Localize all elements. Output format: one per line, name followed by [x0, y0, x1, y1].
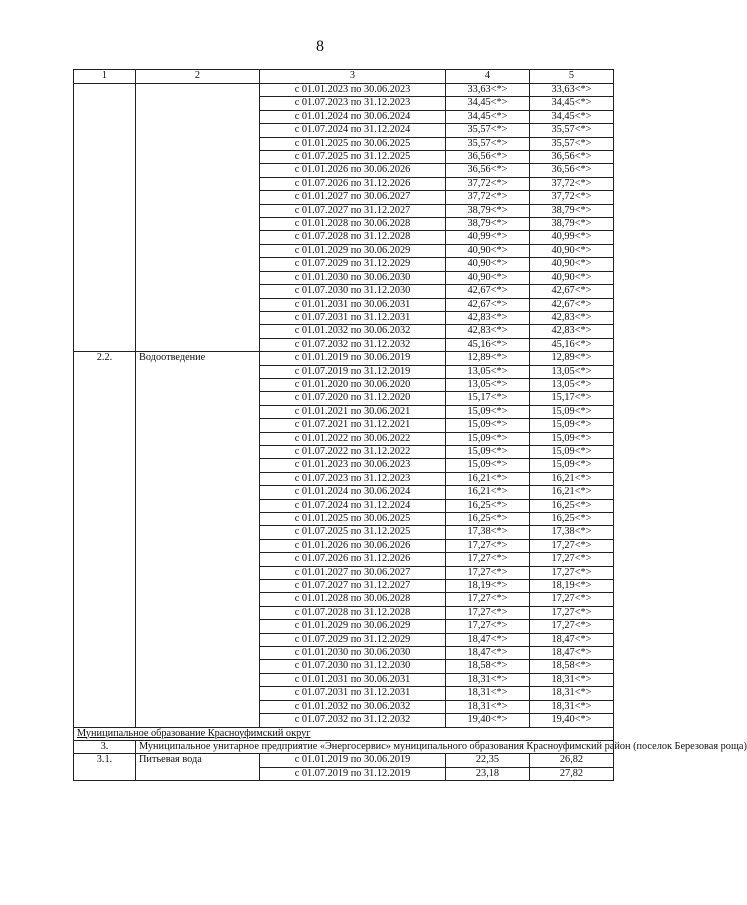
tariff-value-col5: 34,45<*>: [530, 110, 614, 123]
tariff-value-col4: 38,79<*>: [446, 204, 530, 217]
page-number: 8: [316, 38, 324, 55]
column-header-4: 4: [446, 70, 530, 84]
period-cell: с 01.07.2025 по 31.12.2025: [260, 151, 446, 164]
tariff-table: [73, 69, 747, 781]
tariff-value-col5: 19,40<*>: [530, 714, 614, 727]
tariff-value-col4: 17,38<*>: [446, 526, 530, 539]
service-name-cell: [136, 84, 260, 352]
period-cell: с 01.07.2032 по 31.12.2032: [260, 338, 446, 351]
tariff-value-col4: 23,18: [446, 767, 530, 780]
period-cell: с 01.07.2021 по 31.12.2021: [260, 419, 446, 432]
tariff-value-col4: 15,09<*>: [446, 432, 530, 445]
tariff-value-col5: 38,79<*>: [530, 218, 614, 231]
row-number-cell: 2.2.: [74, 352, 136, 727]
tariff-value-col5: 26,82: [530, 754, 614, 767]
column-header-2: 2: [136, 70, 260, 84]
tariff-value-col4: 13,05<*>: [446, 378, 530, 391]
service-name-cell: Водоотведение: [136, 352, 260, 727]
tariff-value-col4: 18,31<*>: [446, 673, 530, 686]
tariff-value-col5: 15,09<*>: [530, 419, 614, 432]
period-cell: с 01.01.2020 по 30.06.2020: [260, 378, 446, 391]
tariff-value-col4: 15,09<*>: [446, 459, 530, 472]
period-cell: с 01.07.2027 по 31.12.2027: [260, 204, 446, 217]
tariff-value-col5: 42,67<*>: [530, 298, 614, 311]
tariff-value-col4: 38,79<*>: [446, 218, 530, 231]
period-cell: с 01.01.2026 по 30.06.2026: [260, 539, 446, 552]
tariff-value-col5: 16,21<*>: [530, 472, 614, 485]
tariff-value-col4: 33,63<*>: [446, 84, 530, 97]
tariff-value-col5: 37,72<*>: [530, 177, 614, 190]
tariff-value-col4: 40,90<*>: [446, 244, 530, 257]
period-cell: с 01.01.2031 по 30.06.2031: [260, 673, 446, 686]
column-header-5: 5: [530, 70, 614, 84]
period-cell: с 01.01.2031 по 30.06.2031: [260, 298, 446, 311]
row-number-cell: [74, 84, 136, 352]
tariff-value-col5: 17,27<*>: [530, 539, 614, 552]
period-cell: с 01.07.2032 по 31.12.2032: [260, 714, 446, 727]
period-cell: с 01.07.2031 по 31.12.2031: [260, 687, 446, 700]
tariff-value-col5: 37,72<*>: [530, 191, 614, 204]
service-name-cell: Питьевая вода: [136, 754, 260, 781]
period-cell: с 01.07.2029 по 31.12.2029: [260, 258, 446, 271]
period-cell: с 01.01.2032 по 30.06.2032: [260, 700, 446, 713]
tariff-value-col5: 17,27<*>: [530, 566, 614, 579]
tariff-value-col4: 40,90<*>: [446, 271, 530, 284]
tariff-value-col5: 17,27<*>: [530, 593, 614, 606]
period-cell: с 01.01.2028 по 30.06.2028: [260, 593, 446, 606]
period-cell: с 01.01.2029 по 30.06.2029: [260, 620, 446, 633]
period-cell: с 01.01.2025 по 30.06.2025: [260, 513, 446, 526]
period-cell: с 01.07.2028 по 31.12.2028: [260, 231, 446, 244]
tariff-value-col5: 38,79<*>: [530, 204, 614, 217]
tariff-value-col5: 18,31<*>: [530, 687, 614, 700]
tariff-value-col4: 15,09<*>: [446, 445, 530, 458]
tariff-value-col4: 16,25<*>: [446, 499, 530, 512]
tariff-value-col5: 15,09<*>: [530, 459, 614, 472]
period-cell: с 01.07.2020 по 31.12.2020: [260, 392, 446, 405]
tariff-value-col4: 36,56<*>: [446, 151, 530, 164]
tariff-value-col4: 16,21<*>: [446, 486, 530, 499]
tariff-value-col5: 18,47<*>: [530, 633, 614, 646]
tariff-value-col4: 16,21<*>: [446, 472, 530, 485]
tariff-value-col5: 13,05<*>: [530, 365, 614, 378]
tariff-value-col5: 17,27<*>: [530, 620, 614, 633]
tariff-value-col4: 42,67<*>: [446, 285, 530, 298]
tariff-value-col5: 36,56<*>: [530, 151, 614, 164]
tariff-value-col5: 18,19<*>: [530, 580, 614, 593]
period-cell: с 01.07.2028 по 31.12.2028: [260, 606, 446, 619]
tariff-value-col4: 37,72<*>: [446, 177, 530, 190]
tariff-value-col5: 45,16<*>: [530, 338, 614, 351]
tariff-value-col5: 40,99<*>: [530, 231, 614, 244]
tariff-value-col5: 42,67<*>: [530, 285, 614, 298]
tariff-value-col5: 40,90<*>: [530, 244, 614, 257]
tariff-value-col4: 17,27<*>: [446, 553, 530, 566]
tariff-value-col4: 42,83<*>: [446, 325, 530, 338]
organization-name: Муниципальное унитарное предприятие «Энергосервис» муниципального образования Красноуфимский район (поселок Березовая роща): [136, 740, 614, 753]
tariff-value-col5: 27,82: [530, 767, 614, 780]
period-cell: с 01.07.2030 по 31.12.2030: [260, 285, 446, 298]
tariff-value-col5: 33,63<*>: [530, 84, 614, 97]
tariff-value-col5: 40,90<*>: [530, 258, 614, 271]
tariff-value-col4: 15,09<*>: [446, 419, 530, 432]
tariff-value-col5: 18,31<*>: [530, 673, 614, 686]
tariff-value-col4: 40,90<*>: [446, 258, 530, 271]
tariff-value-col5: 16,25<*>: [530, 513, 614, 526]
section-row: [74, 727, 614, 740]
table-row: [74, 84, 614, 97]
tariff-value-col4: 42,67<*>: [446, 298, 530, 311]
table-row: [74, 352, 614, 365]
tariff-value-col5: 18,58<*>: [530, 660, 614, 673]
section-title: Муниципальное образование Красноуфимский округ: [74, 727, 614, 740]
tariff-value-col4: 18,47<*>: [446, 633, 530, 646]
column-header-3: 3: [260, 70, 446, 84]
table-header-row: [74, 70, 614, 84]
table-body: [74, 84, 747, 781]
period-cell: с 01.07.2030 по 31.12.2030: [260, 660, 446, 673]
period-cell: с 01.07.2023 по 31.12.2023: [260, 97, 446, 110]
tariff-value-col4: 16,25<*>: [446, 513, 530, 526]
period-cell: с 01.01.2027 по 30.06.2027: [260, 566, 446, 579]
tariff-value-col5: 12,89<*>: [530, 352, 614, 365]
period-cell: с 01.07.2023 по 31.12.2023: [260, 472, 446, 485]
tariff-value-col5: 15,09<*>: [530, 445, 614, 458]
tariff-value-col4: 17,27<*>: [446, 539, 530, 552]
tariff-value-col5: 18,47<*>: [530, 647, 614, 660]
tariff-value-col4: 18,31<*>: [446, 687, 530, 700]
period-cell: с 01.07.2022 по 31.12.2022: [260, 445, 446, 458]
period-cell: с 01.07.2025 по 31.12.2025: [260, 526, 446, 539]
period-cell: с 01.07.2024 по 31.12.2024: [260, 124, 446, 137]
period-cell: с 01.07.2019 по 31.12.2019: [260, 767, 446, 780]
period-cell: с 01.01.2030 по 30.06.2030: [260, 647, 446, 660]
period-cell: с 01.01.2027 по 30.06.2027: [260, 191, 446, 204]
tariff-value-col4: 13,05<*>: [446, 365, 530, 378]
tariff-value-col5: 42,83<*>: [530, 311, 614, 324]
tariff-value-col4: 15,09<*>: [446, 405, 530, 418]
tariff-value-col5: 35,57<*>: [530, 137, 614, 150]
period-cell: с 01.07.2019 по 31.12.2019: [260, 365, 446, 378]
period-cell: с 01.07.2024 по 31.12.2024: [260, 499, 446, 512]
tariff-value-col5: 42,83<*>: [530, 325, 614, 338]
tariff-value-col5: 17,27<*>: [530, 606, 614, 619]
tariff-value-col4: 22,35: [446, 754, 530, 767]
period-cell: с 01.07.2031 по 31.12.2031: [260, 311, 446, 324]
period-cell: с 01.01.2025 по 30.06.2025: [260, 137, 446, 150]
tariff-value-col4: 34,45<*>: [446, 110, 530, 123]
tariff-value-col5: 13,05<*>: [530, 378, 614, 391]
period-cell: с 01.01.2024 по 30.06.2024: [260, 486, 446, 499]
period-cell: с 01.07.2029 по 31.12.2029: [260, 633, 446, 646]
period-cell: с 01.07.2027 по 31.12.2027: [260, 580, 446, 593]
period-cell: с 01.07.2026 по 31.12.2026: [260, 553, 446, 566]
period-cell: с 01.01.2023 по 30.06.2023: [260, 84, 446, 97]
tariff-value-col5: 36,56<*>: [530, 164, 614, 177]
tariff-value-col5: 18,31<*>: [530, 700, 614, 713]
tariff-value-col4: 12,89<*>: [446, 352, 530, 365]
tariff-value-col4: 17,27<*>: [446, 606, 530, 619]
tariff-value-col4: 42,83<*>: [446, 311, 530, 324]
table-row: [74, 754, 614, 767]
tariff-value-col5: 34,45<*>: [530, 97, 614, 110]
period-cell: с 01.01.2029 по 30.06.2029: [260, 244, 446, 257]
tariff-value-col5: 16,25<*>: [530, 499, 614, 512]
period-cell: с 01.01.2019 по 30.06.2019: [260, 352, 446, 365]
row-number-cell: 3.1.: [74, 754, 136, 781]
period-cell: с 01.07.2026 по 31.12.2026: [260, 177, 446, 190]
period-cell: с 01.01.2030 по 30.06.2030: [260, 271, 446, 284]
tariff-value-col4: 18,19<*>: [446, 580, 530, 593]
column-header-1: 1: [74, 70, 136, 84]
period-cell: с 01.01.2021 по 30.06.2021: [260, 405, 446, 418]
tariff-value-col4: 45,16<*>: [446, 338, 530, 351]
tariff-value-col5: 35,57<*>: [530, 124, 614, 137]
tariff-value-col5: 15,17<*>: [530, 392, 614, 405]
period-cell: с 01.01.2019 по 30.06.2019: [260, 754, 446, 767]
tariff-value-col4: 35,57<*>: [446, 137, 530, 150]
tariff-value-col4: 18,58<*>: [446, 660, 530, 673]
tariff-value-col4: 35,57<*>: [446, 124, 530, 137]
tariff-value-col4: 36,56<*>: [446, 164, 530, 177]
tariff-value-col4: 17,27<*>: [446, 566, 530, 579]
tariff-value-col4: 18,31<*>: [446, 700, 530, 713]
tariff-value-col4: 17,27<*>: [446, 620, 530, 633]
period-cell: с 01.01.2022 по 30.06.2022: [260, 432, 446, 445]
tariff-value-col4: 40,99<*>: [446, 231, 530, 244]
tariff-value-col4: 19,40<*>: [446, 714, 530, 727]
tariff-value-col5: 15,09<*>: [530, 432, 614, 445]
row-number-cell: 3.: [74, 740, 136, 753]
tariff-value-col4: 18,47<*>: [446, 647, 530, 660]
tariff-value-col4: 37,72<*>: [446, 191, 530, 204]
tariff-value-col5: 17,38<*>: [530, 526, 614, 539]
tariff-value-col4: 15,17<*>: [446, 392, 530, 405]
tariff-value-col4: 17,27<*>: [446, 593, 530, 606]
period-cell: с 01.01.2023 по 30.06.2023: [260, 459, 446, 472]
period-cell: с 01.01.2026 по 30.06.2026: [260, 164, 446, 177]
tariff-value-col5: 15,09<*>: [530, 405, 614, 418]
tariff-value-col5: 40,90<*>: [530, 271, 614, 284]
tariff-value-col5: 16,21<*>: [530, 486, 614, 499]
period-cell: с 01.01.2024 по 30.06.2024: [260, 110, 446, 123]
period-cell: с 01.01.2032 по 30.06.2032: [260, 325, 446, 338]
tariff-value-col4: 34,45<*>: [446, 97, 530, 110]
tariff-value-col5: 17,27<*>: [530, 553, 614, 566]
organization-row: [74, 740, 614, 753]
period-cell: с 01.01.2028 по 30.06.2028: [260, 218, 446, 231]
